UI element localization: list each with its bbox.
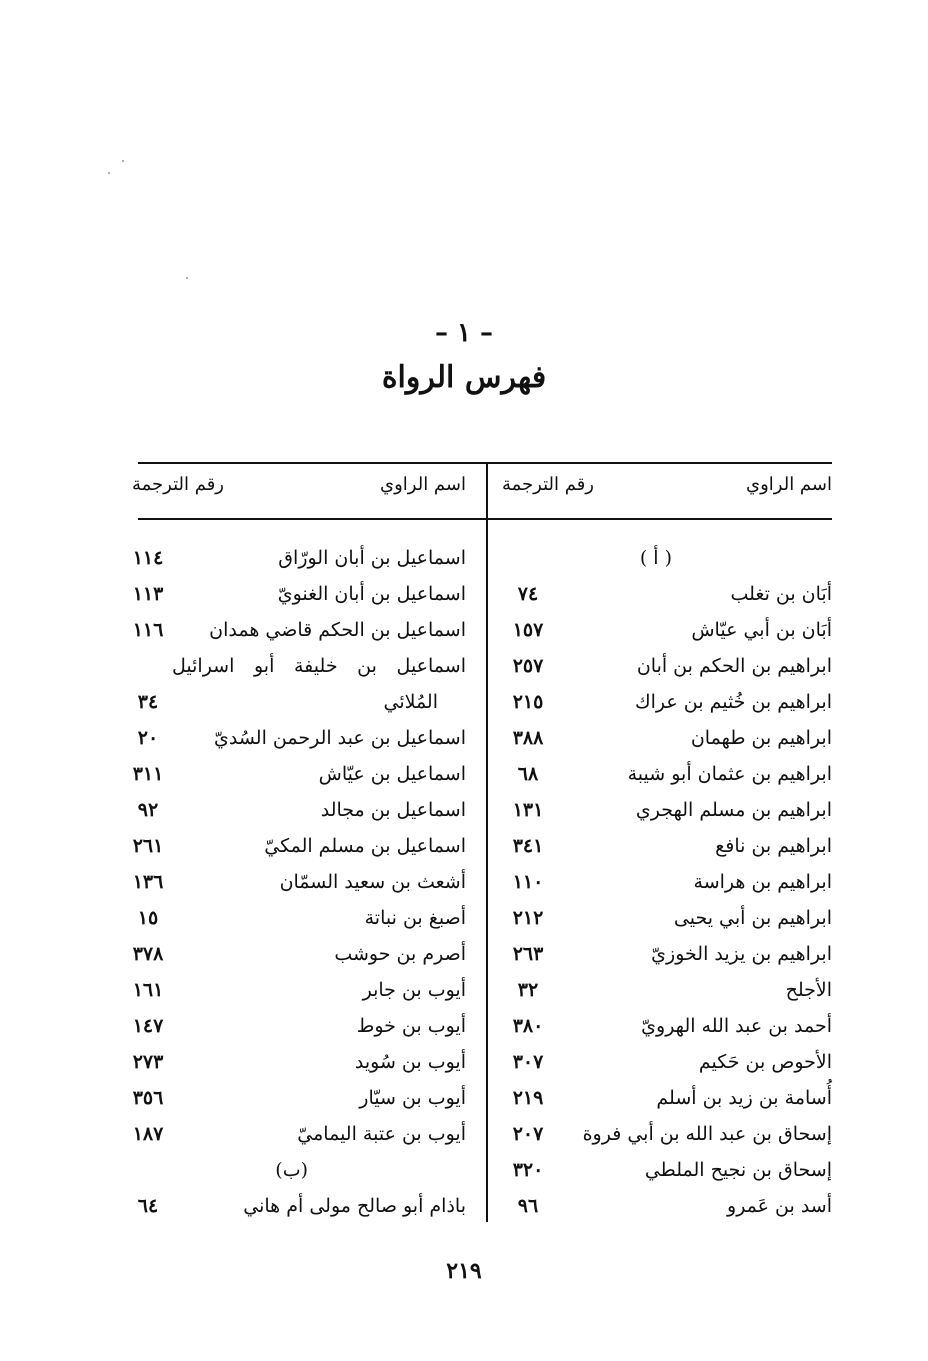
entry-number: ٣٤١	[512, 835, 544, 857]
header-top-rule	[138, 462, 832, 464]
narrator-name: اسماعيل بن عبد الرحمن السُديّ	[214, 727, 466, 749]
entry-number: ٢٦٣	[512, 943, 544, 965]
entry-number: ١٣٦	[132, 871, 164, 893]
list-item	[118, 759, 466, 795]
entry-number: ٣٧٨	[132, 943, 164, 965]
narrator-name: إسحاق بن نجيح الملطي	[644, 1159, 832, 1181]
list-item	[118, 1191, 466, 1227]
list-item	[118, 1083, 466, 1119]
narrator-name: أيوب بن سُويد	[354, 1051, 466, 1073]
list-item	[118, 1047, 466, 1083]
list-item	[118, 975, 466, 1011]
list-item	[118, 831, 466, 867]
right-column	[498, 543, 832, 1227]
narrator-name: أشعث بن سعيد السمّان	[279, 871, 466, 893]
narrator-name: أيوب بن جابر	[362, 979, 466, 1001]
entry-number: ٧٤	[517, 583, 539, 605]
scan-speck	[122, 160, 124, 162]
list-item	[498, 975, 832, 1011]
entry-number: ١١٤	[132, 547, 164, 569]
narrator-name: ابراهيم بن هراسة	[693, 871, 832, 893]
list-item	[118, 903, 466, 939]
narrator-name: (ب)	[275, 1159, 308, 1181]
entry-number: ٣٠٧	[512, 1051, 544, 1073]
scan-speck	[108, 172, 110, 174]
list-item	[498, 1011, 832, 1047]
entry-number: ٦٤	[137, 1195, 159, 1217]
narrator-name: ابراهيم بن الحكم بن أبان	[636, 655, 832, 677]
narrator-name: الأحوص بن حَكيم	[698, 1051, 832, 1073]
narrator-name: ( أ )	[639, 547, 672, 569]
list-item	[498, 795, 832, 831]
header-right-number: رقم الترجمة	[501, 474, 594, 495]
narrator-name: باذام أبو صالح مولى أم هاني	[243, 1195, 466, 1217]
entry-number: ١١٦	[132, 619, 164, 641]
list-item	[498, 651, 832, 687]
left-column	[118, 543, 466, 1227]
entry-number: ١٦١	[132, 979, 164, 1001]
narrator-name: ابراهيم بن يزيد الخوزيّ	[651, 943, 832, 965]
list-item	[498, 543, 832, 579]
narrator-name: أبَان بن أبي عيّاش	[691, 619, 832, 641]
list-item	[498, 1119, 832, 1155]
page-number: ٢١٩	[446, 1258, 482, 1284]
entry-number: ٣٨٨	[512, 727, 544, 749]
entry-number: ٦٨	[517, 763, 539, 785]
list-item	[498, 831, 832, 867]
list-item	[118, 723, 466, 759]
entry-number: ١١٠	[512, 871, 544, 893]
entry-number: ١٤٧	[132, 1015, 164, 1037]
header-bottom-rule	[138, 518, 832, 520]
narrator-name: ابراهيم بن أبي يحيى	[673, 907, 832, 929]
narrator-name: المُلائي	[383, 691, 438, 713]
narrator-name: اسماعيل بن أبان الغنويّ	[277, 583, 466, 605]
list-item	[118, 1119, 466, 1155]
narrator-name: اسماعيل بن الحكم قاضي همدان	[209, 619, 466, 641]
list-item	[118, 687, 466, 723]
list-item	[118, 543, 466, 579]
narrator-name: اسماعيل بن مسلم المكيّ	[264, 835, 466, 857]
scan-speck	[186, 277, 188, 279]
entry-number: ٩٦	[517, 1195, 539, 1217]
entry-number: ٣١١	[132, 763, 164, 785]
narrator-name: أصرم بن حوشب	[334, 943, 466, 965]
list-item	[498, 1047, 832, 1083]
list-item	[498, 903, 832, 939]
entry-number: ١٥	[137, 907, 159, 929]
entry-number: ١٣١	[512, 799, 544, 821]
narrator-name: أيوب بن سيّار	[359, 1087, 466, 1109]
narrator-name: الأجلح	[785, 979, 832, 1001]
index-title: فهرس الرواة	[381, 360, 547, 395]
list-item	[498, 939, 832, 975]
entry-number: ٣٢	[517, 979, 539, 1001]
entry-number: ١٨٧	[132, 1123, 164, 1145]
narrator-name: ابراهيم بن نافع	[715, 835, 832, 857]
entry-number: ١١٣	[132, 583, 164, 605]
entry-number: ٢١٢	[512, 907, 544, 929]
narrator-name: أبَان بن تغلب	[730, 583, 832, 605]
narrator-name: اسماعيل بن مجالد	[320, 799, 466, 821]
column-divider	[486, 462, 488, 1222]
section-number: – ١ –	[434, 318, 494, 348]
entry-number: ٢٥٧	[512, 655, 544, 677]
list-item	[498, 1155, 832, 1191]
list-item	[118, 795, 466, 831]
entry-number: ٢١٥	[512, 691, 544, 713]
narrator-name: اسماعيل بن أبان الورّاق	[278, 547, 466, 569]
narrator-name: اسماعيل بن عيّاش	[318, 763, 466, 785]
narrator-name: أحمد بن عبد الله الهرويّ	[641, 1015, 832, 1037]
entry-number: ٢٦١	[132, 835, 164, 857]
narrator-name: اسماعيل بن خليفة أبو اسرائيل	[172, 655, 466, 677]
narrator-name: أسد بن عَمرو	[727, 1195, 832, 1217]
header-left-name: اسم الراوي	[380, 474, 466, 495]
narrator-name: ابراهيم بن عثمان أبو شيبة	[627, 763, 832, 785]
narrator-name: إسحاق بن عبد الله بن أبي فروة	[582, 1123, 832, 1145]
entry-number: ٢١٩	[512, 1087, 544, 1109]
narrator-name: ابراهيم بن خُثيم بن عراك	[634, 691, 832, 713]
list-item	[498, 579, 832, 615]
list-item	[498, 723, 832, 759]
entry-number: ٩٢	[137, 799, 159, 821]
list-item	[498, 615, 832, 651]
list-item	[498, 1191, 832, 1227]
list-item	[118, 939, 466, 975]
narrator-name: ابراهيم بن طهمان	[690, 727, 832, 749]
narrator-name: أصبغ بن نباتة	[364, 907, 466, 929]
entry-number: ٢٧٣	[132, 1051, 164, 1073]
entry-number: ٣٥٦	[132, 1087, 164, 1109]
narrator-name: أيوب بن عتبة اليماميّ	[297, 1123, 466, 1145]
entry-number: ١٥٧	[512, 619, 544, 641]
list-item	[118, 615, 466, 651]
list-item	[118, 1155, 466, 1191]
list-item	[118, 867, 466, 903]
list-item	[498, 1083, 832, 1119]
entry-number: ٣٨٠	[512, 1015, 544, 1037]
narrator-name: ابراهيم بن مسلم الهجري	[635, 799, 832, 821]
list-item	[498, 759, 832, 795]
list-item	[118, 579, 466, 615]
list-item	[118, 651, 466, 687]
entry-number: ٢٠	[137, 727, 159, 749]
entry-number: ٣٢٠	[512, 1159, 544, 1181]
entry-number: ٣٤	[137, 691, 159, 713]
narrator-name: أُسامة بن زيد بن أسلم	[656, 1087, 832, 1109]
list-item	[118, 1011, 466, 1047]
list-item	[498, 687, 832, 723]
narrator-name: أيوب بن خوط	[356, 1015, 466, 1037]
entry-number: ٢٠٧	[512, 1123, 544, 1145]
list-item	[498, 867, 832, 903]
header-right-name: اسم الراوي	[746, 474, 832, 495]
header-left-number: رقم الترجمة	[131, 474, 224, 495]
